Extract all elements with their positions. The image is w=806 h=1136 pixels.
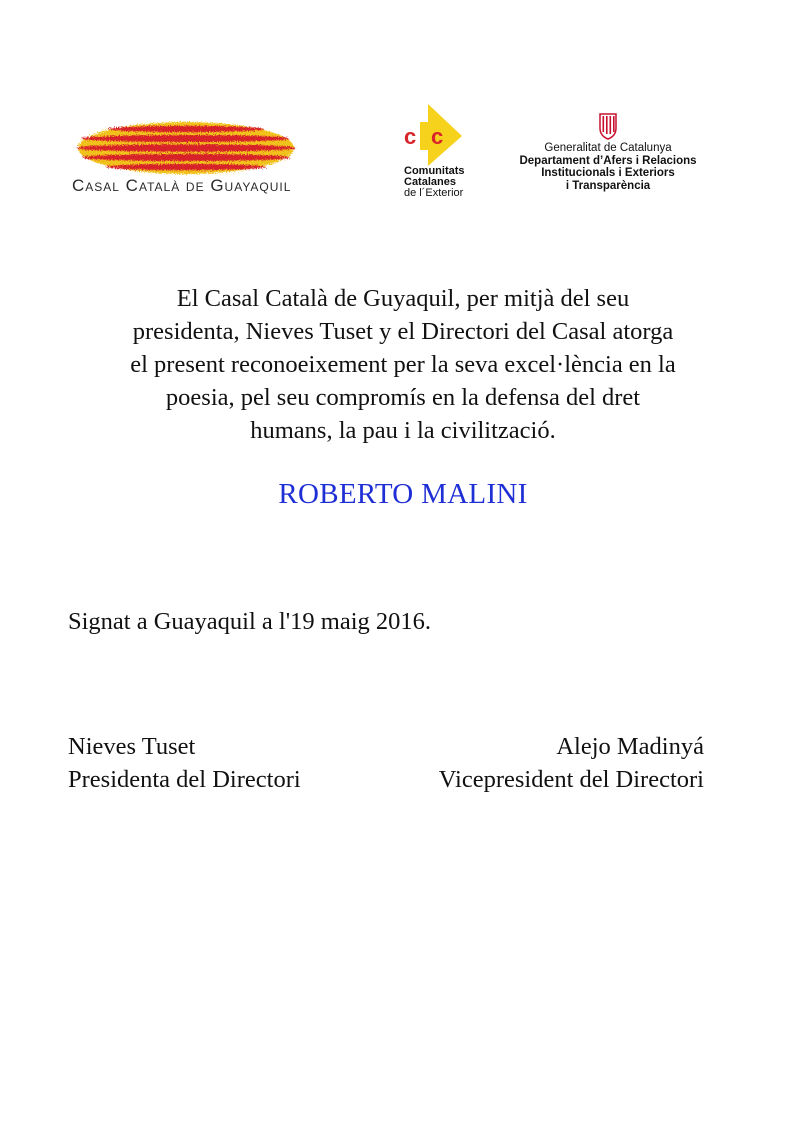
svg-text:c: c (431, 124, 444, 149)
casal-logo-text: Casal Català de Guayaquil (72, 176, 292, 195)
paragraph-line: el present reconoeixement per la seva excel·lència en la (130, 351, 676, 378)
gen-line-1: Generalitat de Catalunya (544, 142, 672, 154)
gen-line-2: Departament d’Afers i Relacions (519, 154, 697, 167)
cc-chevron-icon (400, 104, 484, 166)
paragraph-line: humans, la pau i la civilització. (250, 417, 556, 444)
cc-logo-text (404, 166, 465, 199)
senyera-flag-icon (74, 120, 298, 176)
gen-line-3: Institucionals i Exteriors (541, 167, 675, 179)
recipient-name: ROBERTO MALINI (278, 478, 528, 510)
signatory-left (68, 730, 301, 796)
generalitat-logo-text (506, 142, 710, 192)
signatory-right-role: Vicepresident del Directori (438, 766, 704, 793)
signed-place-date: Signat a Guayaquil a l'19 maig 2016. (68, 608, 432, 635)
gen-line-4: i Transparència (565, 179, 651, 192)
signatory-right (439, 730, 704, 796)
cc-line-2: Catalanes (404, 176, 456, 188)
paragraph-line: poesia, pel seu compromís en la defensa del dret (165, 384, 641, 411)
generalitat-emblem-icon (598, 112, 618, 140)
cc-line-3: de l´Exterior (404, 187, 464, 199)
generalitat-logo (506, 112, 716, 202)
paragraph-line: El Casal Català de Guyaquil, per mitjà del seu (176, 285, 630, 312)
casal-catala-logo (68, 112, 336, 212)
signatory-left-name: Nieves Tuset (68, 733, 196, 760)
paragraph-line: presidenta, Nieves Tuset y el Directori del Casal atorga (132, 318, 674, 345)
signatory-left-role: Presidenta del Directori (68, 766, 301, 793)
recognition-paragraph (60, 282, 746, 447)
signatory-right-name: Alejo Madinyá (556, 733, 704, 760)
cc-line-1: Comunitats (404, 165, 465, 177)
comunitats-catalanes-logo (400, 104, 484, 208)
svg-text:c: c (404, 124, 417, 149)
